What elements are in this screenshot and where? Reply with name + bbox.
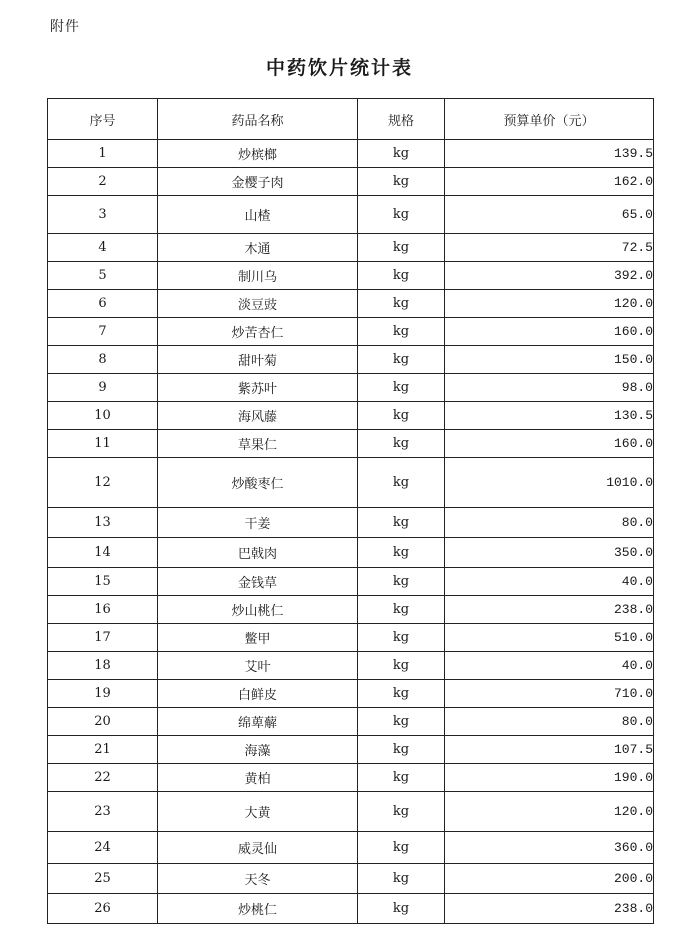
table-row <box>48 402 654 430</box>
row-specification: kg <box>358 318 445 346</box>
row-budget-unit-price: 238.0 <box>445 596 654 624</box>
row-serial-number: 6 <box>48 290 158 318</box>
table-row <box>48 430 654 458</box>
table-body <box>48 140 654 924</box>
row-serial-number: 4 <box>48 234 158 262</box>
row-serial-number: 2 <box>48 168 158 196</box>
row-medicine-name: 炒苦杏仁 <box>158 318 358 346</box>
table-header-row <box>48 99 654 140</box>
row-specification: kg <box>358 596 445 624</box>
row-medicine-name: 炒槟榔 <box>158 140 358 168</box>
table-row <box>48 538 654 568</box>
row-budget-unit-price: 238.0 <box>445 894 654 924</box>
table-row <box>48 596 654 624</box>
row-specification: kg <box>358 430 445 458</box>
table-row <box>48 864 654 894</box>
row-budget-unit-price: 65.0 <box>445 196 654 234</box>
row-medicine-name: 草果仁 <box>158 430 358 458</box>
table-row <box>48 458 654 508</box>
row-specification: kg <box>358 736 445 764</box>
row-specification: kg <box>358 832 445 864</box>
row-medicine-name: 绵萆薢 <box>158 708 358 736</box>
table-row <box>48 318 654 346</box>
row-specification: kg <box>358 234 445 262</box>
row-budget-unit-price: 40.0 <box>445 652 654 680</box>
table-row <box>48 508 654 538</box>
row-budget-unit-price: 160.0 <box>445 430 654 458</box>
row-medicine-name: 炒酸枣仁 <box>158 458 358 508</box>
row-medicine-name: 天冬 <box>158 864 358 894</box>
row-serial-number: 11 <box>48 430 158 458</box>
row-specification: kg <box>358 764 445 792</box>
row-budget-unit-price: 139.5 <box>445 140 654 168</box>
table-row <box>48 624 654 652</box>
row-medicine-name: 金樱子肉 <box>158 168 358 196</box>
row-specification: kg <box>358 140 445 168</box>
row-serial-number: 8 <box>48 346 158 374</box>
row-medicine-name: 白鲜皮 <box>158 680 358 708</box>
row-medicine-name: 鳖甲 <box>158 624 358 652</box>
table-row <box>48 894 654 924</box>
row-serial-number: 3 <box>48 196 158 234</box>
table-row <box>48 764 654 792</box>
row-serial-number: 22 <box>48 764 158 792</box>
header-serial-number: 序号 <box>48 99 158 140</box>
table-row <box>48 168 654 196</box>
row-budget-unit-price: 392.0 <box>445 262 654 290</box>
row-serial-number: 16 <box>48 596 158 624</box>
medicine-table <box>47 98 654 924</box>
row-specification: kg <box>358 458 445 508</box>
row-specification: kg <box>358 792 445 832</box>
row-serial-number: 10 <box>48 402 158 430</box>
row-budget-unit-price: 190.0 <box>445 764 654 792</box>
row-medicine-name: 制川乌 <box>158 262 358 290</box>
row-medicine-name: 海藻 <box>158 736 358 764</box>
row-specification: kg <box>358 508 445 538</box>
row-specification: kg <box>358 864 445 894</box>
row-medicine-name: 木通 <box>158 234 358 262</box>
row-specification: kg <box>358 894 445 924</box>
row-serial-number: 21 <box>48 736 158 764</box>
row-serial-number: 17 <box>48 624 158 652</box>
row-medicine-name: 淡豆豉 <box>158 290 358 318</box>
row-medicine-name: 甜叶菊 <box>158 346 358 374</box>
table-row <box>48 708 654 736</box>
row-budget-unit-price: 120.0 <box>445 290 654 318</box>
row-budget-unit-price: 510.0 <box>445 624 654 652</box>
row-medicine-name: 金钱草 <box>158 568 358 596</box>
table-row <box>48 196 654 234</box>
row-medicine-name: 炒山桃仁 <box>158 596 358 624</box>
table-row <box>48 290 654 318</box>
row-budget-unit-price: 350.0 <box>445 538 654 568</box>
table-row <box>48 140 654 168</box>
row-budget-unit-price: 120.0 <box>445 792 654 832</box>
table-row <box>48 374 654 402</box>
row-specification: kg <box>358 290 445 318</box>
row-specification: kg <box>358 538 445 568</box>
page-title: 中药饮片统计表 <box>265 57 413 79</box>
row-specification: kg <box>358 680 445 708</box>
row-serial-number: 14 <box>48 538 158 568</box>
row-serial-number: 19 <box>48 680 158 708</box>
table-row <box>48 680 654 708</box>
table-row <box>48 234 654 262</box>
header-budget-unit-price: 预算单价（元） <box>445 99 654 140</box>
header-specification: 规格 <box>358 99 445 140</box>
row-medicine-name: 艾叶 <box>158 652 358 680</box>
row-specification: kg <box>358 374 445 402</box>
row-specification: kg <box>358 568 445 596</box>
row-serial-number: 12 <box>48 458 158 508</box>
row-medicine-name: 干姜 <box>158 508 358 538</box>
row-serial-number: 20 <box>48 708 158 736</box>
row-medicine-name: 巴戟肉 <box>158 538 358 568</box>
row-serial-number: 25 <box>48 864 158 894</box>
table-row <box>48 652 654 680</box>
row-specification: kg <box>358 262 445 290</box>
row-specification: kg <box>358 346 445 374</box>
table-row <box>48 262 654 290</box>
row-serial-number: 24 <box>48 832 158 864</box>
row-serial-number: 13 <box>48 508 158 538</box>
table-row <box>48 346 654 374</box>
row-medicine-name: 黄柏 <box>158 764 358 792</box>
row-serial-number: 1 <box>48 140 158 168</box>
row-budget-unit-price: 160.0 <box>445 318 654 346</box>
row-specification: kg <box>358 624 445 652</box>
row-budget-unit-price: 200.0 <box>445 864 654 894</box>
row-medicine-name: 大黄 <box>158 792 358 832</box>
row-budget-unit-price: 150.0 <box>445 346 654 374</box>
row-budget-unit-price: 80.0 <box>445 508 654 538</box>
table-row <box>48 736 654 764</box>
row-specification: kg <box>358 196 445 234</box>
row-budget-unit-price: 107.5 <box>445 736 654 764</box>
row-budget-unit-price: 80.0 <box>445 708 654 736</box>
row-medicine-name: 紫苏叶 <box>158 374 358 402</box>
header-medicine-name: 药品名称 <box>158 99 358 140</box>
row-specification: kg <box>358 168 445 196</box>
row-serial-number: 9 <box>48 374 158 402</box>
row-budget-unit-price: 162.0 <box>445 168 654 196</box>
table-row <box>48 568 654 596</box>
row-medicine-name: 海风藤 <box>158 402 358 430</box>
row-medicine-name: 山楂 <box>158 196 358 234</box>
row-budget-unit-price: 98.0 <box>445 374 654 402</box>
row-medicine-name: 威灵仙 <box>158 832 358 864</box>
row-serial-number: 23 <box>48 792 158 832</box>
row-serial-number: 26 <box>48 894 158 924</box>
row-serial-number: 18 <box>48 652 158 680</box>
table-row <box>48 792 654 832</box>
row-serial-number: 7 <box>48 318 158 346</box>
row-budget-unit-price: 1010.0 <box>445 458 654 508</box>
row-budget-unit-price: 72.5 <box>445 234 654 262</box>
table-row <box>48 832 654 864</box>
row-specification: kg <box>358 652 445 680</box>
attachment-label: 附件 <box>50 19 80 35</box>
row-medicine-name: 炒桃仁 <box>158 894 358 924</box>
row-serial-number: 15 <box>48 568 158 596</box>
row-budget-unit-price: 40.0 <box>445 568 654 596</box>
row-budget-unit-price: 710.0 <box>445 680 654 708</box>
row-budget-unit-price: 130.5 <box>445 402 654 430</box>
row-serial-number: 5 <box>48 262 158 290</box>
row-specification: kg <box>358 708 445 736</box>
row-specification: kg <box>358 402 445 430</box>
row-budget-unit-price: 360.0 <box>445 832 654 864</box>
